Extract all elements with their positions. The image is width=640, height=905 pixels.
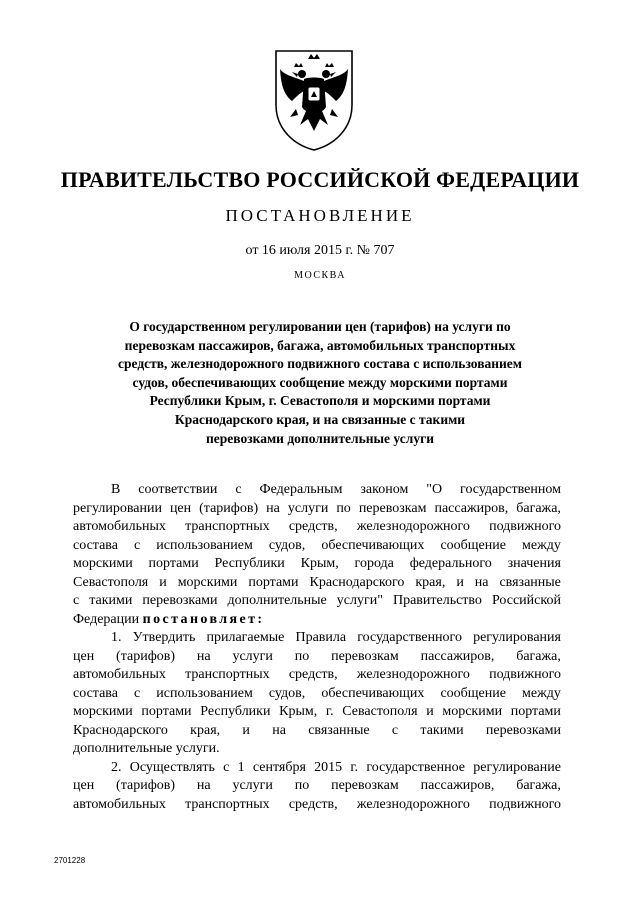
word: края, (190, 722, 221, 738)
word: багажа, (516, 500, 561, 516)
word: 1. (111, 630, 122, 645)
title-line: Республики Крым, г. Севастополя и морскими портами (149, 393, 491, 409)
word: и (159, 574, 167, 590)
word: морскими (73, 704, 133, 719)
word: портами (248, 574, 299, 590)
word: Севастополя (342, 704, 418, 719)
word: транспортных (185, 519, 270, 534)
word: цен (73, 778, 95, 793)
word: связанные (308, 722, 370, 738)
word: сообщение (440, 537, 506, 553)
word: г. (325, 704, 334, 719)
word: регулировании (73, 500, 162, 516)
word: средств, (288, 667, 338, 682)
word: состава (73, 685, 118, 701)
decree-prefix: Федерации (73, 611, 143, 627)
document-type: ПОСТАНОВЛЕНИЕ (225, 206, 415, 225)
item-1-paragraph (73, 629, 561, 759)
title-line: Краснодарского края, и на связанные с такими (174, 411, 466, 427)
word: морскими (177, 574, 238, 590)
word: с (391, 722, 399, 738)
word: на (266, 500, 280, 516)
word: морскими (442, 704, 503, 719)
word: использованием (156, 537, 253, 553)
word: Крым, (300, 556, 339, 571)
word: связанные (499, 574, 561, 590)
justified-line (73, 703, 561, 722)
date-and-number: от 16 июля 2015 г. № 707 (245, 243, 395, 258)
word: судов, (268, 537, 306, 553)
word: с (223, 759, 230, 775)
word: перевозками (142, 593, 218, 608)
title-line: О государственном регулировании цен (тарифов) на услуги по (129, 319, 511, 334)
word: и (456, 574, 464, 590)
word: Утвердить (132, 630, 196, 645)
word: пассажиров, (434, 500, 509, 516)
word: сентября (252, 759, 306, 775)
word: багажа, (516, 648, 561, 664)
word: дополнительные (227, 593, 327, 608)
word: Российской (491, 593, 561, 608)
word: перевозками (485, 722, 561, 738)
word: между (522, 537, 561, 553)
word: железнодорожного (356, 796, 470, 812)
justified-line (73, 722, 561, 741)
justified-line (73, 629, 561, 648)
word: по (294, 648, 310, 664)
word: (тарифов) (116, 778, 176, 793)
word: подвижного (489, 519, 561, 534)
decree-line (73, 611, 561, 630)
word: соответствии (138, 482, 218, 497)
coat-of-arms-icon (272, 47, 356, 153)
title-line: перевозками дополнительные услуги (206, 430, 434, 446)
word: услуги (232, 648, 273, 664)
word: края, (415, 574, 446, 590)
word: (тарифов) (199, 500, 259, 516)
word: с (134, 537, 141, 553)
word: подвижного (489, 796, 561, 812)
word: обеспечивающих (321, 685, 425, 701)
word: морскими (73, 556, 133, 571)
word: и (426, 704, 434, 719)
word: с (73, 593, 80, 608)
word: портами (148, 556, 199, 571)
word: обеспечивающих (321, 537, 425, 553)
word: государственное (366, 759, 466, 775)
justified-line (73, 796, 561, 815)
word: перевозкам (331, 778, 399, 793)
justified-line (73, 574, 561, 593)
word: (тарифов) (116, 648, 176, 664)
word: на (196, 778, 211, 793)
decree-word: постановляет: (142, 611, 265, 627)
word: перевозкам (358, 500, 427, 516)
word: транспортных (185, 796, 270, 812)
word: "О (426, 482, 443, 497)
justified-line (73, 555, 561, 574)
word: с (134, 685, 141, 701)
word: цен (73, 648, 95, 664)
document-body (73, 481, 561, 814)
word: средств, (288, 519, 338, 534)
word: между (522, 685, 561, 701)
word: автомобильных (73, 796, 166, 812)
word: такими (89, 593, 133, 608)
title-line: средств, железнодорожного подвижного состава с использованием (118, 356, 522, 372)
justified-line (73, 537, 561, 556)
word: автомобильных (73, 667, 166, 682)
justified-line (73, 481, 561, 500)
word: 2015 (314, 759, 343, 775)
word: на (474, 574, 489, 590)
justified-line (73, 518, 561, 537)
word: регулирование (473, 759, 561, 775)
word: цен (169, 500, 192, 516)
word: государственного (357, 630, 462, 645)
city: МОСКВА (294, 270, 346, 281)
word: по (336, 500, 351, 516)
word: Крым, (279, 704, 318, 719)
word: услуги (232, 778, 273, 793)
word: железнодорожного (356, 667, 470, 682)
word: транспортных (185, 667, 270, 682)
word: прилагаемые (206, 630, 285, 645)
word: Республики (214, 556, 285, 571)
word: подвижного (489, 667, 561, 682)
word: 2. (111, 759, 122, 775)
word: Севастополя (73, 574, 149, 590)
title-line: судов, обеспечивающих сообщение между морскими портами (132, 374, 508, 390)
word: такими (420, 722, 464, 738)
justified-line (73, 666, 561, 685)
word: перевозкам (331, 648, 399, 664)
justified-line (73, 500, 561, 519)
word: В (111, 482, 121, 497)
word: регулирования (473, 630, 561, 645)
word: средств, (288, 796, 338, 812)
word: и (242, 722, 250, 738)
word: г. (350, 759, 359, 775)
word: судов, (268, 685, 306, 701)
justified-line (73, 777, 561, 796)
word: Федеральным (259, 482, 343, 497)
word: автомобильных (73, 519, 166, 534)
word: пассажиров, (420, 648, 495, 664)
word: на (196, 648, 211, 664)
word: Краснодарского (309, 574, 405, 590)
document-title (70, 318, 570, 448)
word: 1 (237, 759, 245, 775)
word: по (294, 778, 310, 793)
justified-line (73, 759, 561, 778)
word: законом (360, 482, 409, 497)
word: услуги" (336, 593, 383, 608)
preamble-paragraph (73, 481, 561, 629)
word: города (354, 556, 394, 571)
item-2-paragraph (73, 759, 561, 815)
word: на (272, 722, 286, 738)
word: портами (141, 704, 192, 719)
word: услуги (287, 500, 329, 516)
word: Осуществлять (129, 759, 215, 775)
word: Правительство (392, 593, 482, 608)
justified-line (73, 648, 561, 667)
word: Правила (295, 630, 347, 645)
paragraph-last-line: дополнительные услуги. (73, 741, 220, 756)
word: пассажиров, (420, 778, 495, 793)
word: портами (510, 704, 561, 719)
word: федерального (409, 556, 492, 571)
word: с (235, 482, 242, 497)
word: железнодорожного (356, 519, 470, 534)
justified-line (73, 685, 561, 704)
title-line: перевозкам пассажиров, багажа, автомобильных транспортных (124, 337, 516, 353)
word: Краснодарского (73, 722, 168, 738)
word: состава (73, 537, 118, 553)
word: багажа, (516, 778, 561, 793)
government-name: ПРАВИТЕЛЬСТВО РОССИЙСКОЙ ФЕДЕРАЦИИ (60, 167, 580, 192)
word: значения (507, 556, 561, 571)
word: использованием (156, 685, 253, 701)
word: государственном (460, 482, 561, 497)
justified-line (73, 592, 561, 611)
word: Республики (200, 704, 271, 719)
footer-code: 2701228 (54, 856, 86, 865)
word: сообщение (440, 685, 506, 701)
